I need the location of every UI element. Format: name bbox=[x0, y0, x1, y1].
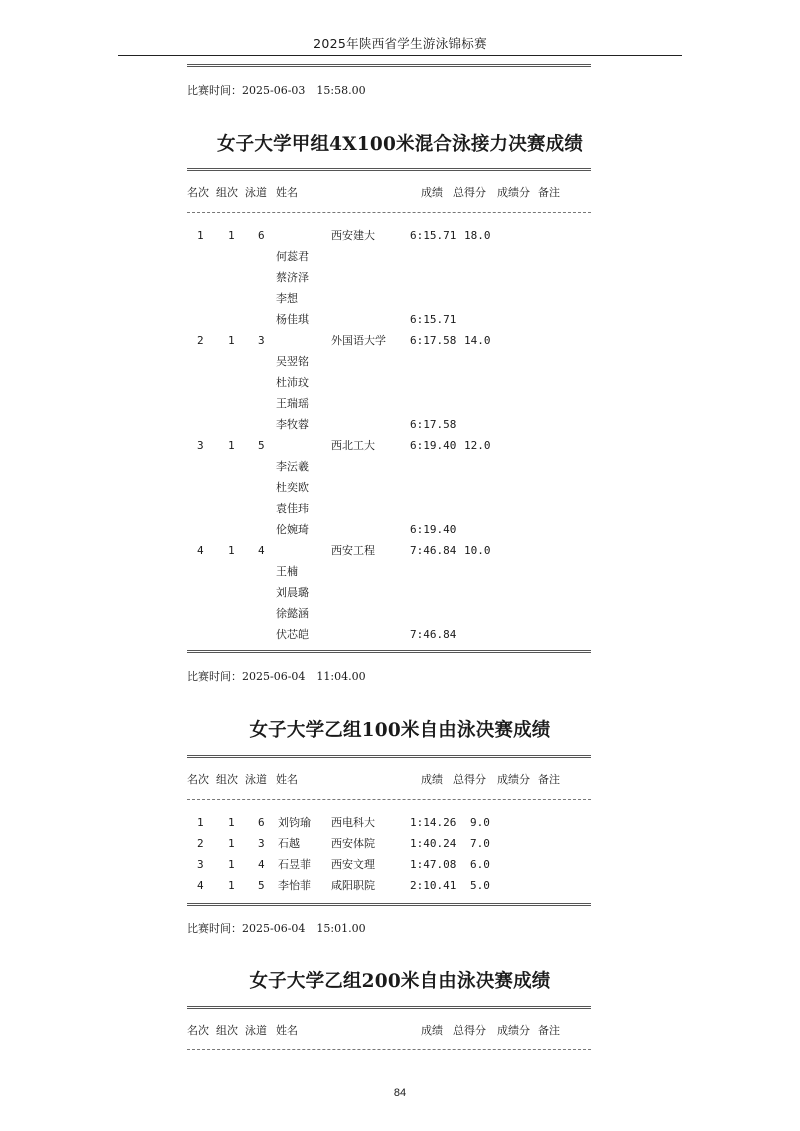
header-rule bbox=[118, 55, 682, 56]
double-rule bbox=[187, 168, 591, 171]
heat-cell: 1 bbox=[228, 879, 235, 892]
column-header-name: 姓名 bbox=[276, 773, 298, 786]
column-header-name: 姓名 bbox=[276, 1024, 298, 1037]
column-header-remarks: 备注 bbox=[538, 186, 560, 199]
column-header-result: 成绩 bbox=[421, 186, 443, 199]
team-cell: 西安建大 bbox=[331, 229, 375, 242]
column-header-remarks: 备注 bbox=[538, 773, 560, 786]
lane-cell: 4 bbox=[258, 544, 265, 557]
team-cell: 西安工程 bbox=[331, 544, 375, 557]
rank-cell: 2 bbox=[197, 334, 204, 347]
swimmer-name: 何蕊君 bbox=[276, 250, 309, 263]
section-title: 女子大学乙组100米自由泳决赛成绩 bbox=[249, 720, 551, 741]
team-cell: 咸阳职院 bbox=[331, 879, 375, 892]
team-cell: 西北工大 bbox=[331, 439, 375, 452]
team-cell: 西电科大 bbox=[331, 816, 375, 829]
swimmer-name: 石越 bbox=[278, 837, 300, 850]
dashed-rule bbox=[187, 1049, 591, 1050]
result-cell: 1:47.08 bbox=[410, 858, 457, 871]
swimmer-name: 杜沛玟 bbox=[276, 376, 309, 389]
column-header-total-points: 总得分 bbox=[453, 773, 486, 786]
result-cell: 6:19.40 bbox=[410, 439, 457, 452]
result-cell: 1:40.24 bbox=[410, 837, 457, 850]
page-header: 2025年陕西省学生游泳锦标赛 bbox=[313, 36, 487, 51]
lane-cell: 5 bbox=[258, 879, 265, 892]
team-cell: 西安文理 bbox=[331, 858, 375, 871]
column-header-lane: 泳道 bbox=[245, 1024, 267, 1037]
column-header-total-points: 总得分 bbox=[453, 1024, 486, 1037]
column-header-heat: 组次 bbox=[216, 1024, 238, 1037]
points-cell: 18.0 bbox=[464, 229, 491, 242]
swimmer-name: 李怡菲 bbox=[278, 879, 311, 892]
column-header-rank: 名次 bbox=[187, 186, 209, 199]
column-header-heat: 组次 bbox=[216, 773, 238, 786]
rank-cell: 3 bbox=[197, 858, 204, 871]
points-cell: 9.0 bbox=[470, 816, 490, 829]
final-time-cell: 6:19.40 bbox=[410, 523, 457, 536]
heat-cell: 1 bbox=[228, 858, 235, 871]
final-time-cell: 7:46.84 bbox=[410, 628, 457, 641]
double-rule bbox=[187, 650, 591, 653]
double-rule bbox=[187, 1006, 591, 1009]
lane-cell: 4 bbox=[258, 858, 265, 871]
final-time-cell: 6:15.71 bbox=[410, 313, 457, 326]
column-header-lane: 泳道 bbox=[245, 773, 267, 786]
result-cell: 7:46.84 bbox=[410, 544, 457, 557]
rank-cell: 1 bbox=[197, 816, 204, 829]
rank-cell: 4 bbox=[197, 544, 204, 557]
column-header-result: 成绩 bbox=[421, 1024, 443, 1037]
column-header-result-points: 成绩分 bbox=[497, 1024, 530, 1037]
result-cell: 2:10.41 bbox=[410, 879, 457, 892]
lane-cell: 6 bbox=[258, 229, 265, 242]
result-cell: 1:14.26 bbox=[410, 816, 457, 829]
points-cell: 7.0 bbox=[470, 837, 490, 850]
column-header-rank: 名次 bbox=[187, 773, 209, 786]
column-header-result: 成绩 bbox=[421, 773, 443, 786]
swimmer-name: 吴翌铭 bbox=[276, 355, 309, 368]
points-cell: 14.0 bbox=[464, 334, 491, 347]
rank-cell: 3 bbox=[197, 439, 204, 452]
column-header-total-points: 总得分 bbox=[453, 186, 486, 199]
column-header-remarks: 备注 bbox=[538, 1024, 560, 1037]
double-rule bbox=[187, 64, 591, 67]
lane-cell: 5 bbox=[258, 439, 265, 452]
swimmer-name: 李牧蓉 bbox=[276, 418, 309, 431]
result-cell: 6:15.71 bbox=[410, 229, 457, 242]
dashed-rule bbox=[187, 799, 591, 800]
points-cell: 5.0 bbox=[470, 879, 490, 892]
section-title: 女子大学乙组200米自由泳决赛成绩 bbox=[249, 971, 551, 992]
result-cell: 6:17.58 bbox=[410, 334, 457, 347]
column-header-name: 姓名 bbox=[276, 186, 298, 199]
team-cell: 外国语大学 bbox=[331, 334, 386, 347]
heat-cell: 1 bbox=[228, 334, 235, 347]
rank-cell: 1 bbox=[197, 229, 204, 242]
team-cell: 西安体院 bbox=[331, 837, 375, 850]
page-number: 84 bbox=[393, 1087, 407, 1099]
heat-cell: 1 bbox=[228, 544, 235, 557]
swimmer-name: 杨佳琪 bbox=[276, 313, 309, 326]
column-header-rank: 名次 bbox=[187, 1024, 209, 1037]
swimmer-name: 蔡济泽 bbox=[276, 271, 309, 284]
final-time-cell: 6:17.58 bbox=[410, 418, 457, 431]
column-header-heat: 组次 bbox=[216, 186, 238, 199]
swimmer-name: 李想 bbox=[276, 292, 298, 305]
swimmer-name: 刘钧瑜 bbox=[278, 816, 311, 829]
swimmer-name: 袁佳玮 bbox=[276, 502, 309, 515]
swimmer-name: 李沄羲 bbox=[276, 460, 309, 473]
column-header-result-points: 成绩分 bbox=[497, 773, 530, 786]
match-timestamp: 比赛时间：2025-06-04 11:04.00 bbox=[187, 670, 366, 683]
points-cell: 6.0 bbox=[470, 858, 490, 871]
swimmer-name: 伏芯皑 bbox=[276, 628, 309, 641]
swimmer-name: 石昱菲 bbox=[278, 858, 311, 871]
swimmer-name: 伦婉琦 bbox=[276, 523, 309, 536]
column-header-lane: 泳道 bbox=[245, 186, 267, 199]
heat-cell: 1 bbox=[228, 229, 235, 242]
swimmer-name: 杜奕欧 bbox=[276, 481, 309, 494]
heat-cell: 1 bbox=[228, 816, 235, 829]
rank-cell: 4 bbox=[197, 879, 204, 892]
column-header-result-points: 成绩分 bbox=[497, 186, 530, 199]
swimmer-name: 王楠 bbox=[276, 565, 298, 578]
section-title: 女子大学甲组4X100米混合泳接力决赛成绩 bbox=[216, 134, 584, 155]
dashed-rule bbox=[187, 212, 591, 213]
double-rule bbox=[187, 755, 591, 758]
points-cell: 12.0 bbox=[464, 439, 491, 452]
swimmer-name: 王瑞瑶 bbox=[276, 397, 309, 410]
heat-cell: 1 bbox=[228, 837, 235, 850]
swimmer-name: 刘晨璐 bbox=[276, 586, 309, 599]
points-cell: 10.0 bbox=[464, 544, 491, 557]
heat-cell: 1 bbox=[228, 439, 235, 452]
match-timestamp: 比赛时间：2025-06-04 15:01.00 bbox=[187, 922, 366, 935]
swimmer-name: 徐懿涵 bbox=[276, 607, 309, 620]
match-timestamp: 比赛时间：2025-06-03 15:58.00 bbox=[187, 84, 366, 97]
lane-cell: 3 bbox=[258, 334, 265, 347]
lane-cell: 6 bbox=[258, 816, 265, 829]
rank-cell: 2 bbox=[197, 837, 204, 850]
double-rule bbox=[187, 903, 591, 906]
lane-cell: 3 bbox=[258, 837, 265, 850]
